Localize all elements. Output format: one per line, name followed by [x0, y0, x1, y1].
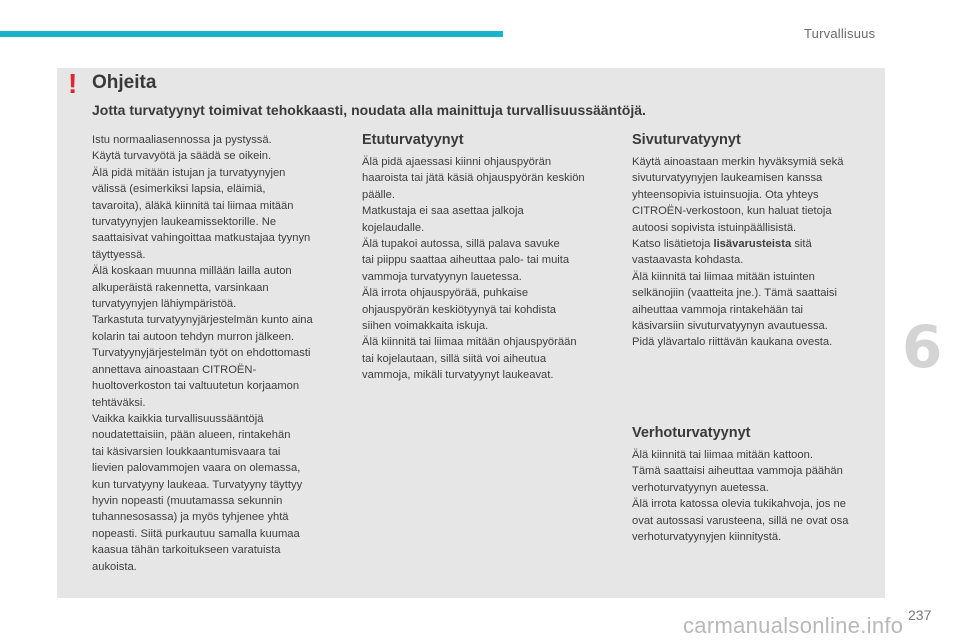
general-text-line: Käytä turvavyötä ja säädä se oikein. [92, 150, 272, 163]
side-airbags-text-line: aiheuttaa vammoja rintakehään tai [632, 303, 804, 316]
general-text-line: lievien palovammojen vaara on olemassa, [92, 462, 301, 475]
front-airbags-text-line: päälle. [362, 188, 395, 201]
accessories-reference: lisävarusteista [713, 238, 792, 251]
page-number: 237 [908, 607, 932, 623]
curtain-airbags-text-line: verhoturvatyynyjen kiinnitystä. [632, 531, 782, 544]
general-text-line: turvatyynyjen laukeamissektorille. Ne [92, 216, 277, 229]
front-airbags-text [362, 154, 618, 384]
side-airbags-text-line: autoosi sopivista istuinpäällisistä. [632, 221, 797, 234]
side-airbags-text-line: yhteensopivia istuinsuojia. Ota yhteys [632, 188, 819, 201]
section-header: Turvallisuus [804, 26, 876, 41]
side-airbags-heading: Sivuturvatyynyt [632, 132, 741, 148]
general-text-line: nopeasti. Siitä purkautuu samalla kuumaa [92, 527, 300, 540]
general-text-line: Istu normaaliasennossa ja pystyssä. [92, 134, 272, 146]
front-airbags-text-line: ohjauspyörän keskiötyynyä tai kohdista [362, 303, 557, 316]
front-airbags-text-line: tai kojelautaan, sillä siitä voi aiheutua [362, 352, 547, 365]
general-text-line: alkuperäistä rakennetta, varsinkaan [92, 281, 269, 294]
front-airbags-text-line: siihen voimakkaita iskuja. [362, 320, 489, 333]
general-text-line: kun turvatyyny laukeaa. Turvatyyny täyttyy [92, 478, 303, 491]
curtain-airbags-heading: Verhoturvatyynyt [632, 425, 751, 441]
side-airbags-text-line: Älä kiinnitä tai liimaa mitään istuinten [632, 270, 815, 283]
side-airbags-text-line: Käytä ainoastaan merkin hyväksymiä sekä [632, 156, 844, 168]
exclamation-icon: ! [68, 68, 78, 99]
general-text-line: Älä koskaan muunna millään lailla auton [92, 265, 292, 278]
side-airbags-text-line: selkänojiin (vaatteita jne.). Tämä saattaisi [632, 287, 837, 300]
side-airbags-text-line: vastaavasta kohdasta. [632, 254, 744, 267]
front-airbags-text-line: Matkustaja ei saa asettaa jalkoja [362, 205, 524, 218]
notice-title: Ohjeita [92, 72, 157, 93]
front-airbags-text-line: Älä irrota ohjauspyörää, puhkaise [362, 287, 529, 300]
general-text-line: kaasua tähän tarkoitukseen varatuista [92, 544, 281, 557]
general-text-line: tai käsivarsien loukkaantumisvaara tai [92, 445, 281, 458]
general-text-line: Tarkastuta turvatyynyjärjestelmän kunto aina [92, 314, 313, 327]
side-airbags-text-line: sivuturvatyynyjen laukeamisen kanssa [632, 172, 823, 185]
general-text-line: kolarin tai autoon tehdyn murron jälkeen. [92, 330, 295, 343]
side-airbags-text-line: käsivarsiin sivuturvatyynyn avautuessa. [632, 320, 828, 333]
general-text-line: noudatettaisiin, pään alueen, rintakehän [92, 429, 291, 442]
general-text-line: Vaikka kaikkia turvallisuussääntöjä [92, 412, 264, 425]
chapter-number: 6 [902, 313, 943, 381]
front-airbags-text-line: haaroista tai jätä käsiä ohjauspyörän keskiön [362, 172, 585, 185]
section-color-bar [0, 31, 503, 37]
general-text-line: Älä pidä mitään istujan ja turvatyynyjen [92, 166, 286, 179]
front-airbags-text-line: tai piippu saattaa aiheuttaa palo- tai muita [362, 254, 570, 267]
curtain-airbags-text [632, 447, 878, 545]
general-text-line: annettava ainoastaan CITROËN- [92, 363, 257, 376]
side-airbags-text-line: Pidä ylävartalo riittävän kaukana ovesta. [632, 336, 833, 349]
general-text-line: hyvin nopeasti (muutamassa sekunnin [92, 494, 283, 507]
general-text-line: välissä (esimerkiksi lapsia, eläimiä, [92, 183, 266, 196]
notice-subtitle: Jotta turvatyynyt toimivat tehokkaasti, noudata alla mainittuja turvallisuussääntöjä. [92, 102, 646, 118]
curtain-airbags-text-line: Tämä saattaisi aiheuttaa vammoja päähän [632, 465, 843, 478]
general-text-line: saattaisivat vahingoittaa matkustajaa tyynyn [92, 232, 311, 245]
watermark: carmanualsonline.info [683, 613, 904, 638]
general-text-line: tehtäväksi. [92, 396, 146, 409]
general-text-line: täyttyessä. [92, 248, 146, 261]
curtain-airbags-text-line: ovat autossasi varusteena, sillä ne ovat osa [632, 514, 849, 527]
front-airbags-text-line: Älä kiinnitä tai liimaa mitään ohjauspyörään [362, 336, 577, 349]
front-airbags-text-line: Älä tupakoi autossa, sillä palava savuke [362, 238, 560, 251]
general-text-line: tavaroita), äläkä kiinnitä tai liimaa mitään [92, 199, 294, 212]
general-text-line: huoltoverkoston tai valtuutetun korjaamon [92, 380, 300, 393]
side-see-also: Katso lisätietoja lisävarusteista sitä [632, 238, 812, 251]
front-airbags-text-line: kojelaudalle. [362, 221, 425, 234]
side-airbags-text-line: CITROËN-verkostoon, kun haluat tietoja [632, 205, 832, 218]
front-airbags-text-line: vammoja turvatyynyn lauetessa. [362, 270, 522, 283]
curtain-airbags-text-line: Älä kiinnitä tai liimaa mitään kattoon. [632, 449, 813, 461]
general-text-line: turvatyynyjen lähiympäristöä. [92, 298, 237, 311]
side-airbags-text [632, 154, 878, 351]
curtain-airbags-text-line: verhoturvatyynyn auetessa. [632, 481, 769, 494]
general-text-line: Turvatyynyjärjestelmän työt on ehdottomasti [92, 347, 311, 360]
general-instructions [92, 132, 344, 575]
curtain-airbags-text-line: Älä irrota katossa olevia tukikahvoja, jos ne [632, 498, 846, 511]
front-airbags-text-line: Älä pidä ajaessasi kiinni ohjauspyörän [362, 156, 552, 168]
general-text-line: aukoista. [92, 560, 137, 573]
front-airbags-heading: Etuturvatyynyt [362, 132, 464, 148]
general-text-line: tuhannesosassa) ja myös tyhjenee yhtä [92, 511, 289, 524]
front-airbags-text-line: vammoja, mikäli turvatyynyt laukeavat. [362, 369, 554, 382]
